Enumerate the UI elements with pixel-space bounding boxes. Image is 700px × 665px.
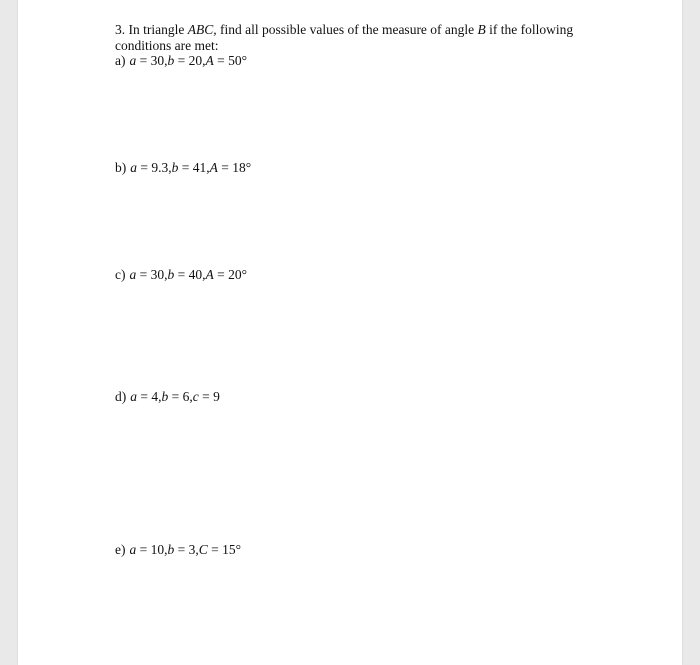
part-label: e) xyxy=(115,542,126,557)
var-1: a xyxy=(129,542,137,557)
value-3: = 20° xyxy=(217,267,248,282)
var-2: b xyxy=(167,542,175,557)
value-1: = 9.3, xyxy=(140,160,172,175)
question-header xyxy=(115,22,573,54)
value-2: = 20, xyxy=(177,53,206,68)
var-1: a xyxy=(130,160,137,175)
part-c xyxy=(115,267,247,283)
value-1: = 30, xyxy=(139,53,168,68)
value-1: = 30, xyxy=(139,267,168,282)
var-3: C xyxy=(198,542,208,557)
var-1: a xyxy=(130,389,137,404)
value-2: = 6, xyxy=(171,389,193,404)
question-intro: In triangle xyxy=(128,22,185,37)
var-2: b xyxy=(171,160,179,175)
value-3: = 9 xyxy=(202,389,220,404)
value-1: = 4, xyxy=(140,389,162,404)
value-3: = 15° xyxy=(211,542,242,557)
var-3: A xyxy=(209,160,218,175)
var-3: A xyxy=(205,53,214,68)
part-b xyxy=(115,160,251,176)
document-page xyxy=(18,0,682,665)
part-e xyxy=(115,542,241,558)
triangle-name: ABC, xyxy=(187,22,217,37)
question-line-2: conditions are met: xyxy=(115,38,219,53)
var-1: a xyxy=(129,53,137,68)
part-label: a) xyxy=(115,53,126,68)
part-a xyxy=(115,53,247,69)
var-2: b xyxy=(167,53,175,68)
value-3: = 50° xyxy=(217,53,248,68)
value-2: = 3, xyxy=(177,542,199,557)
value-2: = 40, xyxy=(177,267,206,282)
part-label: c) xyxy=(115,267,126,282)
question-text: find all possible values of the measure of angle xyxy=(219,22,475,37)
question-text-end: if the following xyxy=(489,22,574,37)
var-3: A xyxy=(205,267,214,282)
var-2: b xyxy=(167,267,175,282)
value-3: = 18° xyxy=(221,160,252,175)
question-number: 3. xyxy=(115,22,126,37)
value-2: = 41, xyxy=(181,160,210,175)
part-label: b) xyxy=(115,160,127,175)
value-1: = 10, xyxy=(139,542,168,557)
part-label: d) xyxy=(115,389,127,404)
var-3: c xyxy=(192,389,199,404)
part-d xyxy=(115,389,220,405)
var-2: b xyxy=(161,389,169,404)
question-line-1 xyxy=(115,22,573,38)
var-1: a xyxy=(129,267,137,282)
angle-name: B xyxy=(477,22,486,37)
